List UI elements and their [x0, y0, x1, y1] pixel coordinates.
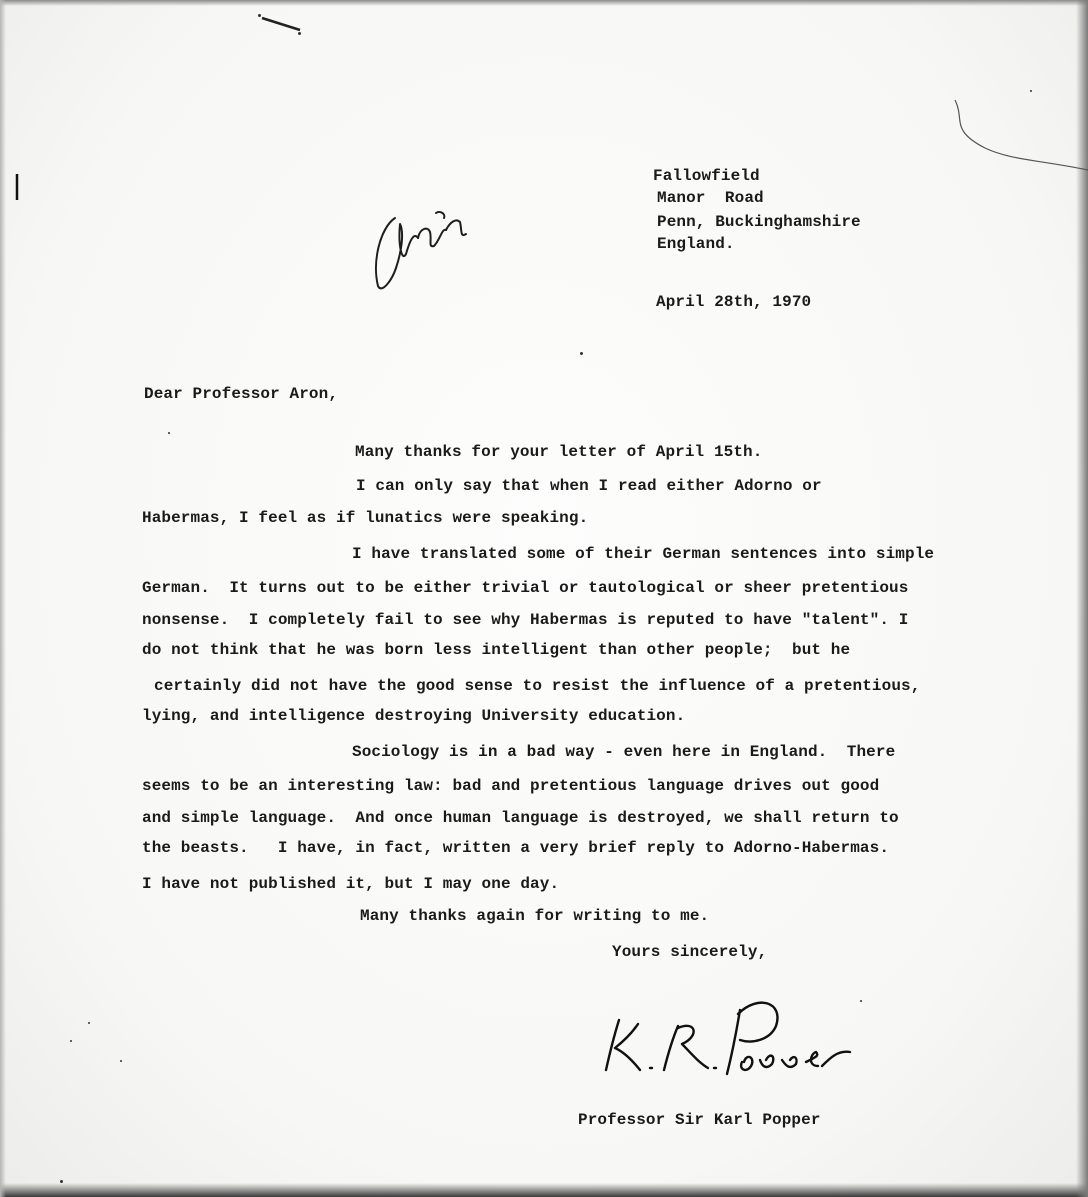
body-line: I have not published it, but I may one day. — [142, 875, 560, 893]
body-line: I have translated some of their German sentences into simple — [352, 545, 935, 563]
address-line: Penn, Buckinghamshire — [657, 213, 861, 231]
closing: Yours sincerely, — [612, 943, 768, 961]
address-line: Fallowfield — [653, 167, 760, 185]
signature — [606, 1003, 850, 1074]
body-line: Habermas, I feel as if lunatics were speaking. — [142, 509, 589, 527]
body-line: and simple language. And once human language is destroyed, we shall return to — [142, 809, 899, 827]
page-fold-curve — [955, 100, 1088, 170]
body-line: Many thanks again for writing to me. — [360, 907, 710, 925]
body-line: I can only say that when I read either Adorno or — [356, 477, 822, 495]
letter-date: April 28th, 1970 — [656, 293, 812, 311]
salutation: Dear Professor Aron, — [144, 385, 339, 403]
handwritten-annotation — [376, 212, 466, 288]
signatory-name: Professor Sir Karl Popper — [578, 1111, 821, 1129]
body-line: Many thanks for your letter of April 15th. — [355, 443, 763, 461]
body-line: certainly did not have the good sense to resist the influence of a pretentious, — [154, 677, 921, 695]
scan-dash-mark — [262, 18, 300, 30]
address-line: Manor Road — [657, 189, 764, 207]
body-line: German. It turns out to be either trivial or tautological or sheer pretentious — [142, 579, 909, 597]
body-line: nonsense. I completely fail to see why Habermas is reputed to have "talent". I — [142, 611, 909, 629]
body-line: the beasts. I have, in fact, written a very brief reply to Adorno-Habermas. — [142, 839, 890, 857]
body-line: do not think that he was born less intelligent than other people; but he — [142, 641, 851, 659]
body-line: seems to be an interesting law: bad and pretentious language drives out good — [142, 777, 880, 795]
body-line: lying, and intelligence destroying University education. — [142, 707, 686, 725]
address-line: England. — [657, 235, 735, 253]
body-line: Sociology is in a bad way - even here in England. There — [352, 743, 896, 761]
